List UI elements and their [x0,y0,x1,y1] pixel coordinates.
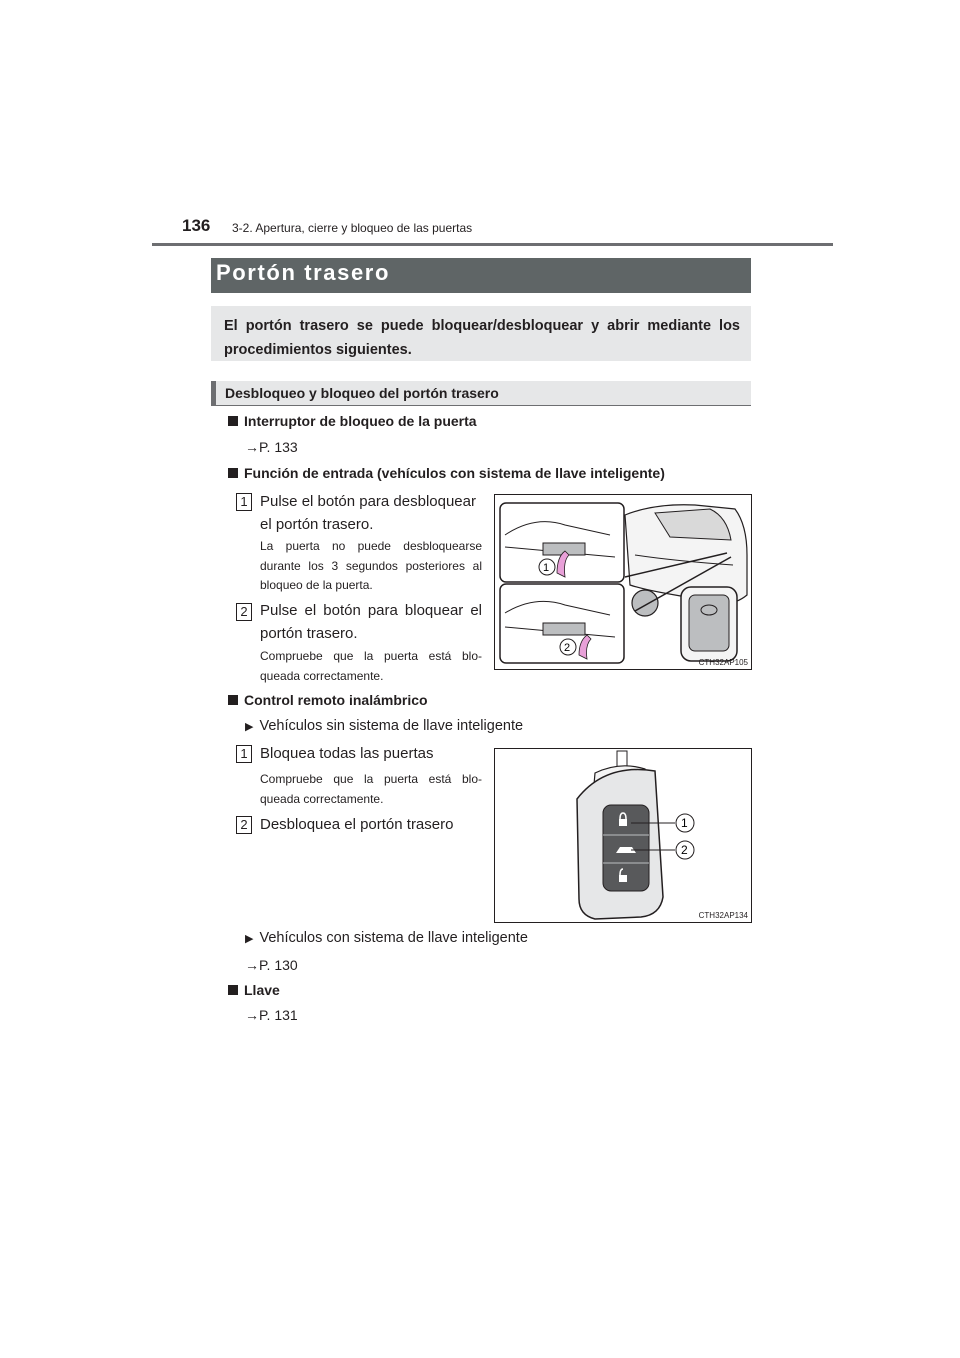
step-text: Pulse el botón para desbloquear el portón trasero. [260,493,476,533]
running-title: 3-2. Apertura, cierre y bloqueo de las puertas [232,221,473,235]
item-interruptor: Interruptor de bloqueo de la puerta [228,413,477,429]
callout-2: 2 [681,843,688,857]
step-number: 2 [236,816,252,834]
step-note: Compruebe que la puerta está blo- queada correctamente. [260,772,482,806]
subitem-con-llave: ▶ Vehículos con sistema de llave inteligente [245,930,528,946]
section-title: Portón trasero [216,260,390,285]
step-text: Desbloquea el portón trasero [260,816,454,833]
square-bullet-icon [228,695,238,705]
remote-key-illustration [495,749,751,922]
figure-code: CTH32AP134 [698,911,748,920]
page-ref-131[interactable]: →P. 131 [245,1007,298,1023]
figure-tailgate-button [494,494,752,670]
step-note: La puerta no puede desbloquearse durante los 3 segundos posteriores al bloqueo de la puerta. [260,539,482,592]
figure-code: CTH32AP105 [698,658,748,667]
subsection-accent [211,381,216,406]
item-llave: Llave [228,982,280,998]
item-funcion-entrada: Función de entrada (vehículos con sistema de llave inteligente) [228,465,665,481]
step-text: Pulse el botón para bloquear el portón trasero. [260,602,482,642]
square-bullet-icon [228,468,238,478]
page-number: 136 [182,216,211,235]
subsection-title: Desbloqueo y bloqueo del portón trasero [225,385,499,401]
callout-1: 1 [681,816,688,830]
subitem-sin-llave: ▶ Vehículos sin sistema de llave inteligente [245,718,524,734]
step-note: Compruebe que la puerta está blo- queada correctamente. [260,649,482,683]
intro-text: El portón trasero se puede bloquear/desbloquear y abrir mediante los procedimientos siguientes. [224,318,740,358]
step-number: 1 [236,745,252,763]
page-ref-133[interactable]: →P. 133 [245,439,298,455]
triangle-bullet-icon: ▶ [245,721,254,733]
figure-remote-key [494,748,752,923]
step-text: Bloquea todas las puertas [260,745,434,762]
square-bullet-icon [228,416,238,426]
step-number: 2 [236,603,252,621]
header-rule [152,243,833,246]
page-ref-130[interactable]: →P. 130 [245,957,298,973]
item-control-remoto: Control remoto inalámbrico [228,692,428,708]
callout-2: 2 [564,642,571,654]
tailgate-illustration [495,495,751,669]
step-number: 1 [236,493,252,511]
triangle-bullet-icon: ▶ [245,933,254,945]
callout-1: 1 [543,562,550,574]
square-bullet-icon [228,985,238,995]
